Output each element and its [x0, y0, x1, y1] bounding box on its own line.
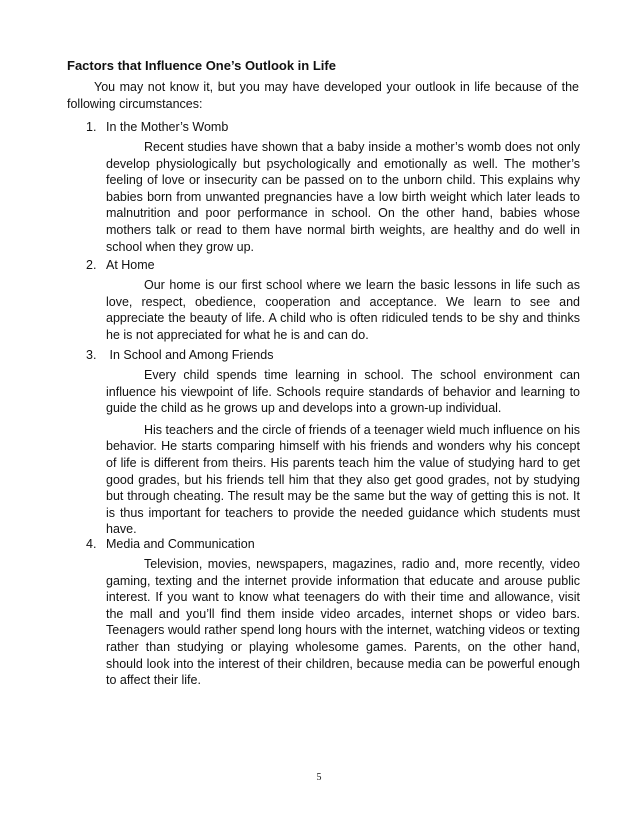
section-school-and-friends [86, 347, 580, 538]
section-heading-text: In the Mother’s Womb [106, 120, 229, 134]
section-heading [86, 347, 580, 363]
section-heading-text: At Home [106, 258, 155, 272]
section-paragraph: Our home is our first school where we learn the basic lessons in life such as love, respect, obedience, cooperation and acceptance. We learn to see and appreciate the beauty of life. A child who is often ridiculed tends to be shy and thinks he is not appreciated for what he is and can do. [106, 278, 580, 342]
section-media-and-communication [86, 536, 580, 689]
section-paragraph: Every child spends time learning in school. The school environment can influence his viewpoint of life. Schools require standards of behavior and learning to guide the child as he grows up and develops into a grown-up individual. [106, 368, 580, 416]
section-paragraph: His teachers and the circle of friends of a teenager wield much influence on his behavior. He starts comparing himself with his friends and wonders why his concept of life is different from theirs. His parents teach him the value of studying hard to get good grades, but his friends tell him that they also get good grades, not by studying but through cheating. The result may be the same but the way of getting this is not. It is thus important for teachers to provide the needed guidance which students must have. [106, 422, 580, 537]
section-mothers-womb [86, 119, 580, 255]
section-heading-text: In School and Among Friends [106, 348, 274, 362]
section-number: 2. [86, 258, 97, 272]
document-title: Factors that Influence One’s Outlook in Life [67, 58, 336, 73]
section-paragraph: Television, movies, newspapers, magazines, radio and, more recently, video gaming, texting and the internet provide information that educate and arouse public interest. If you want to know what teenagers do with their time and allowance, visit the mall and you’ll find them inside video arcades, internet shops or video bars. Teenagers would rather spend long hours with the internet, watching videos or texting rather than studying or playing wholesome games. Parents, on the other hand, should look into the interest of their children, because media can be powerful enough to affect their life. [106, 557, 580, 688]
section-heading [86, 257, 580, 273]
section-heading-text: Media and Communication [106, 537, 255, 551]
section-number: 1. [86, 120, 97, 134]
section-paragraph: Recent studies have shown that a baby inside a mother’s womb does not only develop physiologically but psychologically and emotionally as well. The mother’s feeling of love or insecurity can be passed on to the unborn child. This explains why babies born from unwanted pregnancies have a low birth weight which later leads to malnutrition and poor performance in school. On the other hand, babies whose mothers talk or read to them have normal birth weights, are healthy and do well in school when they grow up. [106, 140, 580, 254]
section-at-home [86, 257, 580, 343]
section-heading [86, 119, 580, 135]
intro-paragraph: You may not know it, but you may have developed your outlook in life because of the following circumstances: [67, 80, 579, 111]
section-heading [86, 536, 580, 552]
section-number: 4. [86, 537, 97, 551]
page-number: 5 [316, 772, 322, 783]
section-number: 3. [86, 348, 97, 362]
